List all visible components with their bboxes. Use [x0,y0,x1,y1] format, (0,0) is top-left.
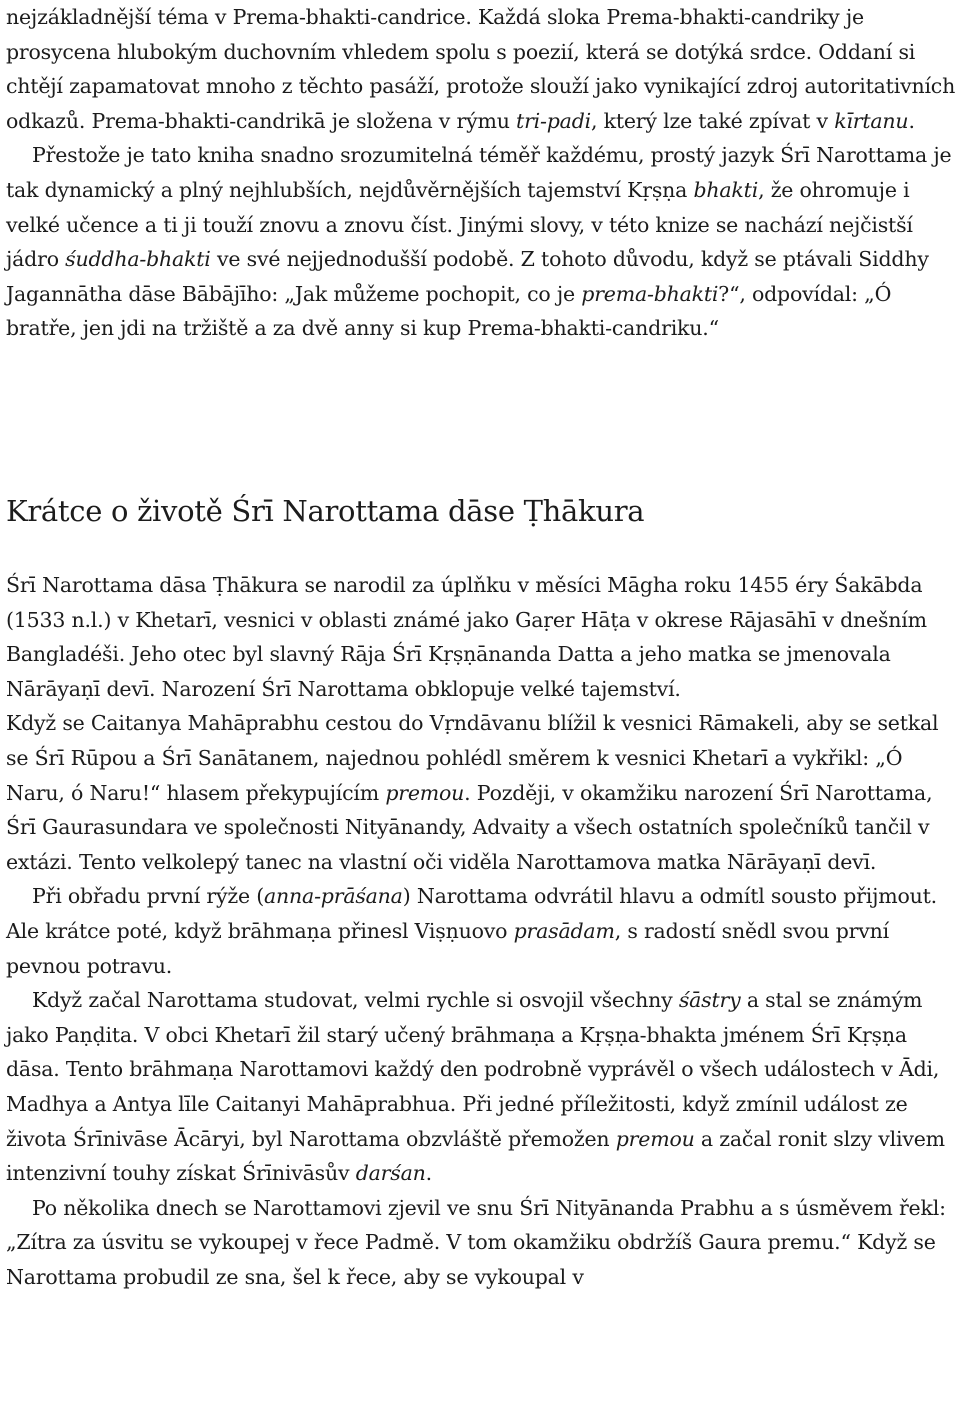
bio-paragraph-2 [6,706,958,879]
italic-term: kīrtanu [834,108,909,133]
text-run: ?“, odpovídal: „Ó bratře, jen jdi na tržiště a za dvě anny si kup Prema-bhakti-candriku.“ [6,281,892,341]
biography-section [6,568,958,1294]
text-run: , s radostí snědl svou první pevnou potravu. [6,918,889,978]
text-run: , který lze také zpívat v [590,108,835,133]
text-run: ) Narottama odvrátil hlavu a odmítl sousto přijmout. Ale krátce poté, když brāhmaṇa přinesl Viṣṇuovo [6,884,937,943]
text-run: Když se Caitanya Mahāprabhu cestou do Vṛndāvanu blížil k vesnici Rāmakeli, aby se setkal se Śrī Rūpou a Śrī Sanātanem, najednou pohlédl směrem k vesnici Khetarī a vykřikl: „Ó Naru, ó Naru!“ hlasem překypujícím [6,711,939,805]
italic-term: darśan [355,1161,426,1186]
intro-paragraph-1 [6,0,958,138]
italic-term: bhakti [693,177,759,202]
intro-section [6,0,958,346]
bio-paragraph-1: Śrī Narottama dāsa Ṭhākura se narodil za úplňku v měsíci Māgha roku 1455 éry Śakābda (1533 n.l.) v Khetarī, vesnici v oblasti známé jako Gaṛer Hāṭa v okrese Rājasāhī v dnešním Bangladéši. Jeho otec byl slavný Rāja Śrī Kṛṣṇānanda Datta a jeho matka se jmenovala Nārāyaṇī devī. Narození Śrī Narottama obklopuje velké tajemství. [6,573,927,701]
bio-paragraph-4 [6,983,958,1191]
text-run: Při obřadu první rýže ( [32,884,265,909]
text-run: ve své nejjednodušší podobě. Z tohoto důvodu, když se ptávali Siddhy Jagannātha dāse Bābājīho: „Jak můžeme pochopit, co je [6,247,929,306]
bio-paragraph-3 [6,879,958,983]
italic-term: anna-prāśana [264,884,403,909]
intro-paragraph-2 [6,138,958,346]
italic-term: prema-bhakti [581,281,719,306]
text-run: Když začal Narottama studovat, velmi rychle si osvojil všechny [32,988,679,1013]
text-run: Přestože je tato kniha snadno srozumitelná téměř každému, prostý jazyk Śrī Narottama je tak dynamický a plný nejhlubších, nejdůvěrnějších tajemství Kṛṣṇa [6,143,952,202]
text-run: . [908,108,915,133]
text-run: a začal ronit slzy vlivem intenzivní touhy získat Śrīnivāsův [6,1126,945,1186]
section-heading: Krátce o životě Śrī Narottama dāse Ṭhākura [6,494,645,528]
text-run: . [425,1161,432,1186]
text-run: a stal se známým jako Paṇḍita. V obci Khetarī žil starý učený brāhmaṇa a Kṛṣṇa-bhakta jménem Śrī Kṛṣṇa dāsa. Tento brāhmaṇa Narottamovi každý den podrobně vyprávěl o všech událostech v Ādi, Madhya a Antya līle Caitanyi Mahāprabhua. Při jedné příležitosti, když zmínil událost ze života Śrīnivāse Ācāryi, byl Narottama obzvláště přemožen [6,988,940,1151]
bio-paragraph-5: Po několika dnech se Narottamovi zjevil ve snu Śrī Nityānanda Prabhu a s úsměvem řekl: „Zítra za úsvitu se vykoupej v řece Padmě. V tom okamžiku obdržíš Gaura premu.“ Když se Narottama probudil ze sna, šel k řece, aby se vykoupal v [6,1195,946,1289]
italic-term: premou [615,1126,695,1151]
italic-term: prasādam [513,918,615,943]
text-run: , že ohromuje i velké učence a ti ji touží znovu a znovu číst. Jinými slovy, v této knize se nachází nejčistší jádro [6,177,913,272]
text-run: nejzákladnější téma v Prema-bhakti-candrice. Každá sloka Prema-bhakti-candriky je prosycena hlubokým duchovním vhledem spolu s poezií, která se dotýká srdce. Oddaní si chtějí zapamatovat mnoho z těchto pasáží, protože slouží jako vynikající zdroj autoritativních odkazů. Prema-bhakti-candrikā je složena v rýmu [6,5,956,133]
italic-term: śuddha-bhakti [65,247,211,272]
text-run: . Později, v okamžiku narození Śrī Narottama, Śrī Gaurasundara ve společnosti Nityānandy, Advaity a všech ostatních společníků tančil v extázi. Tento velkolepý tanec na vlastní oči viděla Narottamova matka Nārāyaṇī devī. [6,780,933,874]
italic-term: tri-padi [516,108,591,133]
italic-term: premou [385,780,465,805]
italic-term: śāstry [678,988,741,1013]
